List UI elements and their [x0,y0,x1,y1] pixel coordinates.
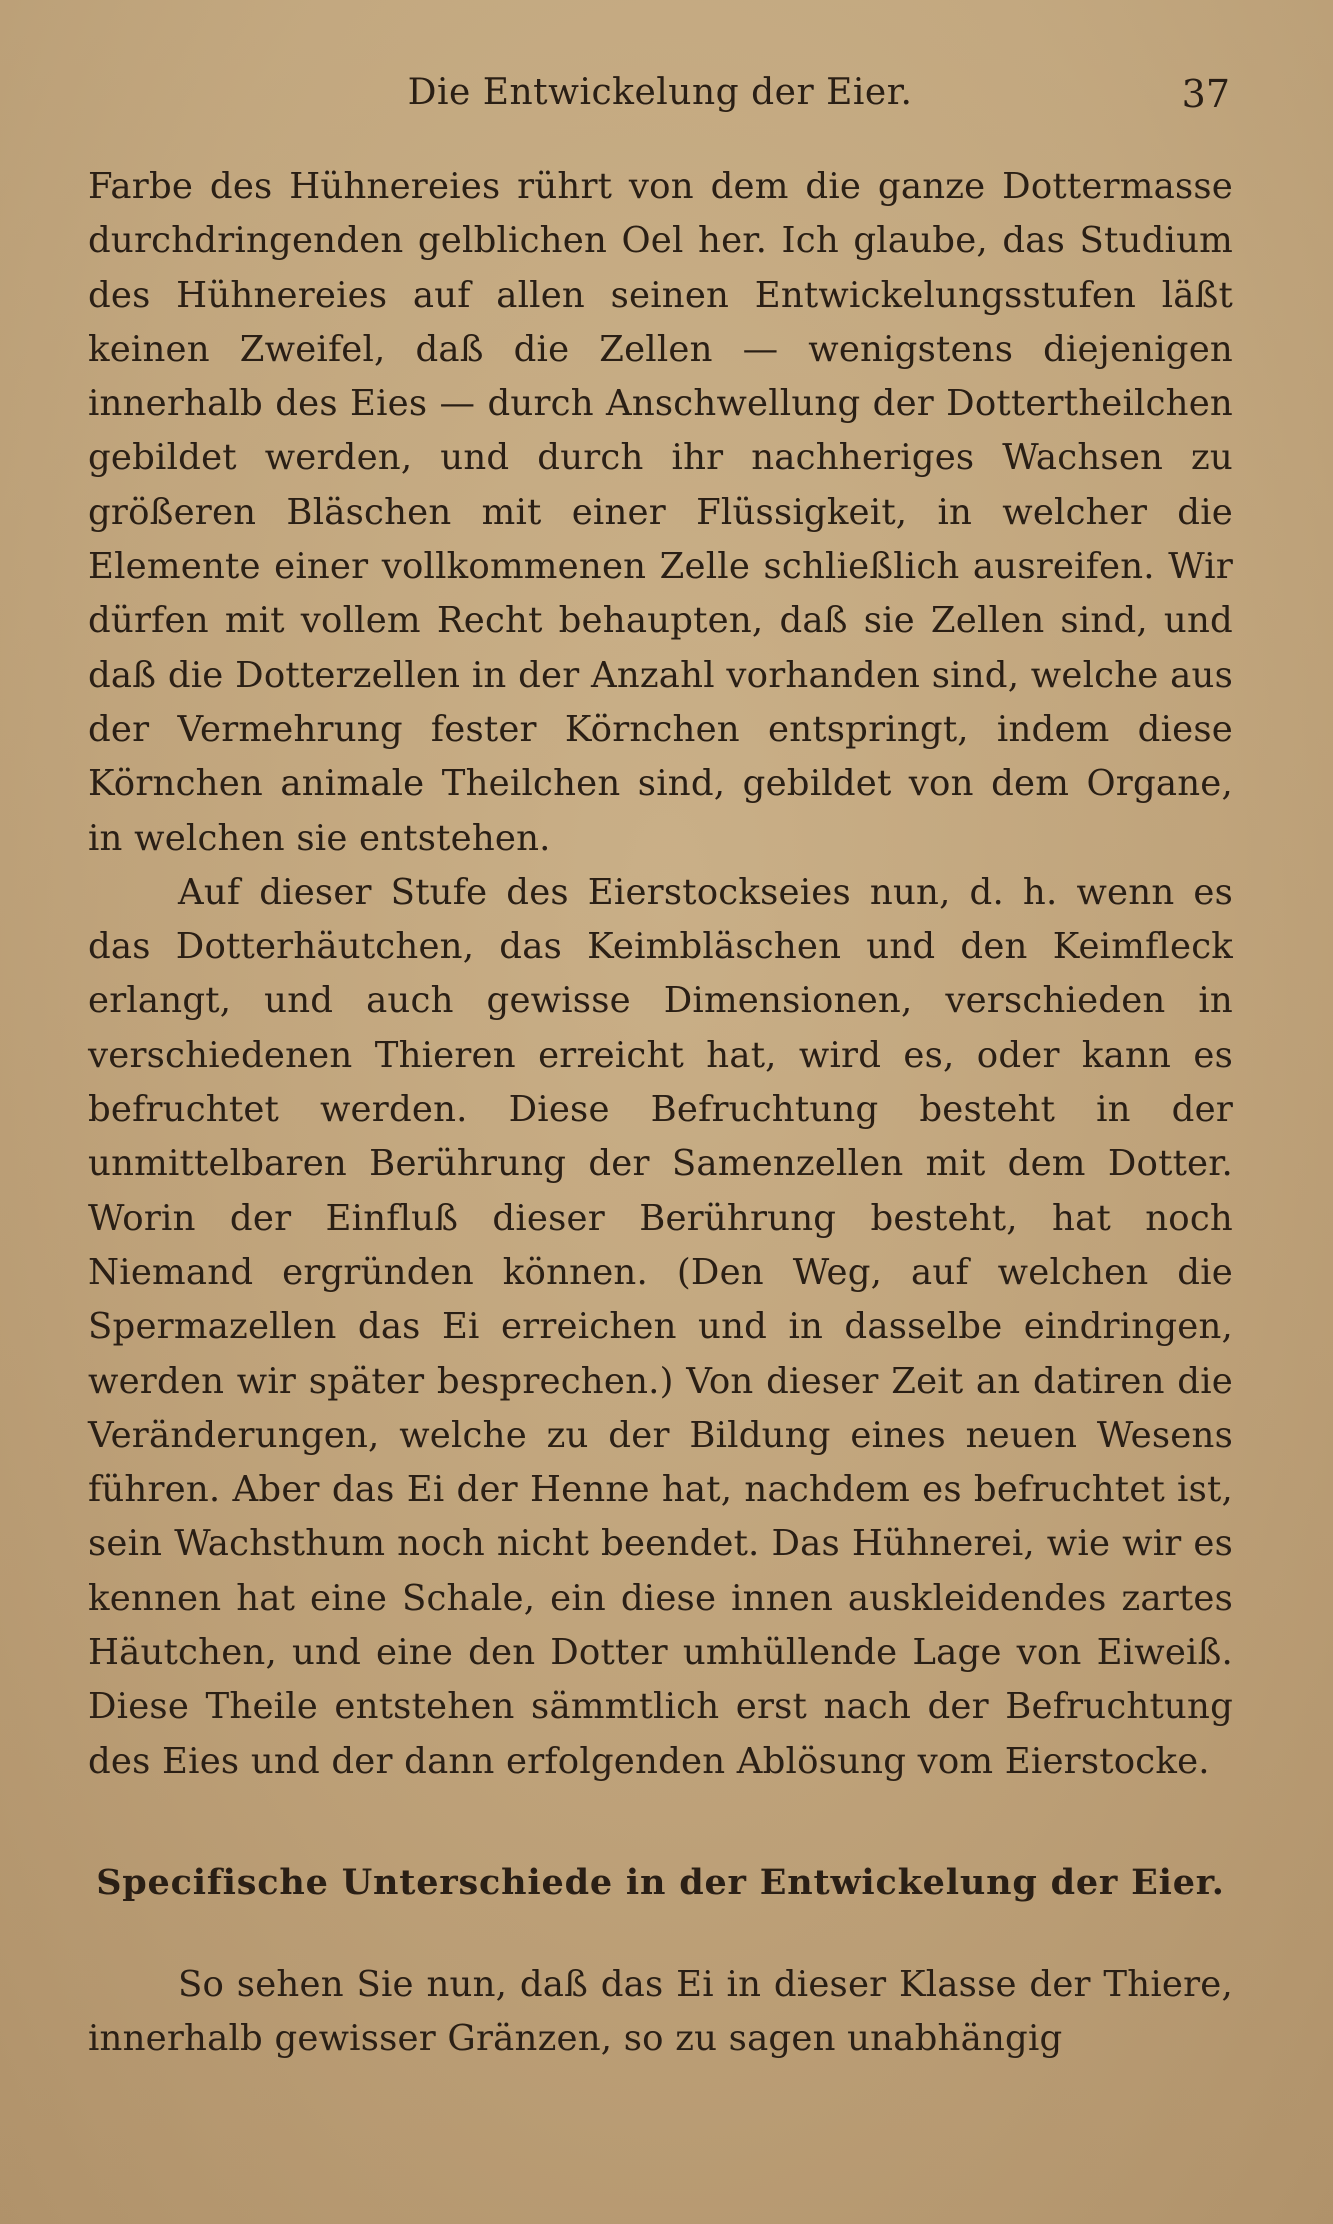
section-heading: Specifische Unterschiede in der Entwickelung der Eier. [96,1862,1225,1903]
paragraph-fertilization: Auf dieser Stufe des Eierstockseies nun, d. h. wenn es das Dotterhäutchen, das Keimbläschen und den Keimfleck erlangt, und auch gewisse Dimensionen, verschieden in verschiedenen Thieren erreicht hat, wird es, oder kann es befruchtet werden. Diese Befruchtung besteht in der unmittelbaren Berührung der Samenzellen mit dem Dotter. Worin der Einfluß dieser Berührung besteht, hat noch Niemand ergründen können. (Den Weg, auf welchen die Spermazellen das Ei erreichen und in dasselbe eindringen, werden wir später besprechen.) Von dieser Zeit an datiren die Veränderungen, welche zu der Bildung eines neuen Wesens führen. Aber das Ei der Henne hat, nachdem es befruchtet ist, sein Wachsthum noch nicht beendet. Das Hühnerei, wie wir es kennen hat eine Schale, ein diese innen auskleidendes zartes Häutchen, und eine den Dotter umhüllende Lage von Eiweiß. Diese Theile entstehen sämmtlich erst nach der Befruchtung des Eies und der dann erfolgenden Ablösung vom Eierstocke. [88,871,1233,1782]
section-text [88,1958,1233,2066]
page-number: 37 [1181,72,1230,116]
section-paragraph: So sehen Sie nun, daß das Ei in dieser Klasse der Thiere, innerhalb gewisser Gränzen, so zu sagen unabhängig [88,1964,1233,2059]
running-head [90,72,1230,122]
running-title: Die Entwickelung der Eier. [407,72,913,113]
main-text [88,160,1233,1789]
paragraph-continued: Farbe des Hühnereies rührt von dem die ganze Dottermasse durchdringenden gelblichen Oel her. Ich glaube, das Studium des Hühnereies auf allen seinen Entwickelungsstufen läßt keinen Zweifel, daß die Zellen — wenigstens diejenigen innerhalb des Eies — durch Anschwellung der Dottertheilchen gebildet werden, und durch ihr nachheriges Wachsen zu größeren Bläschen mit einer Flüssigkeit, in welcher die Elemente einer vollkommenen Zelle schließlich ausreifen. Wir dürfen mit vollem Recht behaupten, daß sie Zellen sind, und daß die Dotterzellen in der Anzahl vorhanden sind, welche aus der Vermehrung fester Körnchen entspringt, indem diese Körnchen animale Theilchen sind, gebildet von dem Organe, in welchen sie entstehen. [88,166,1233,859]
